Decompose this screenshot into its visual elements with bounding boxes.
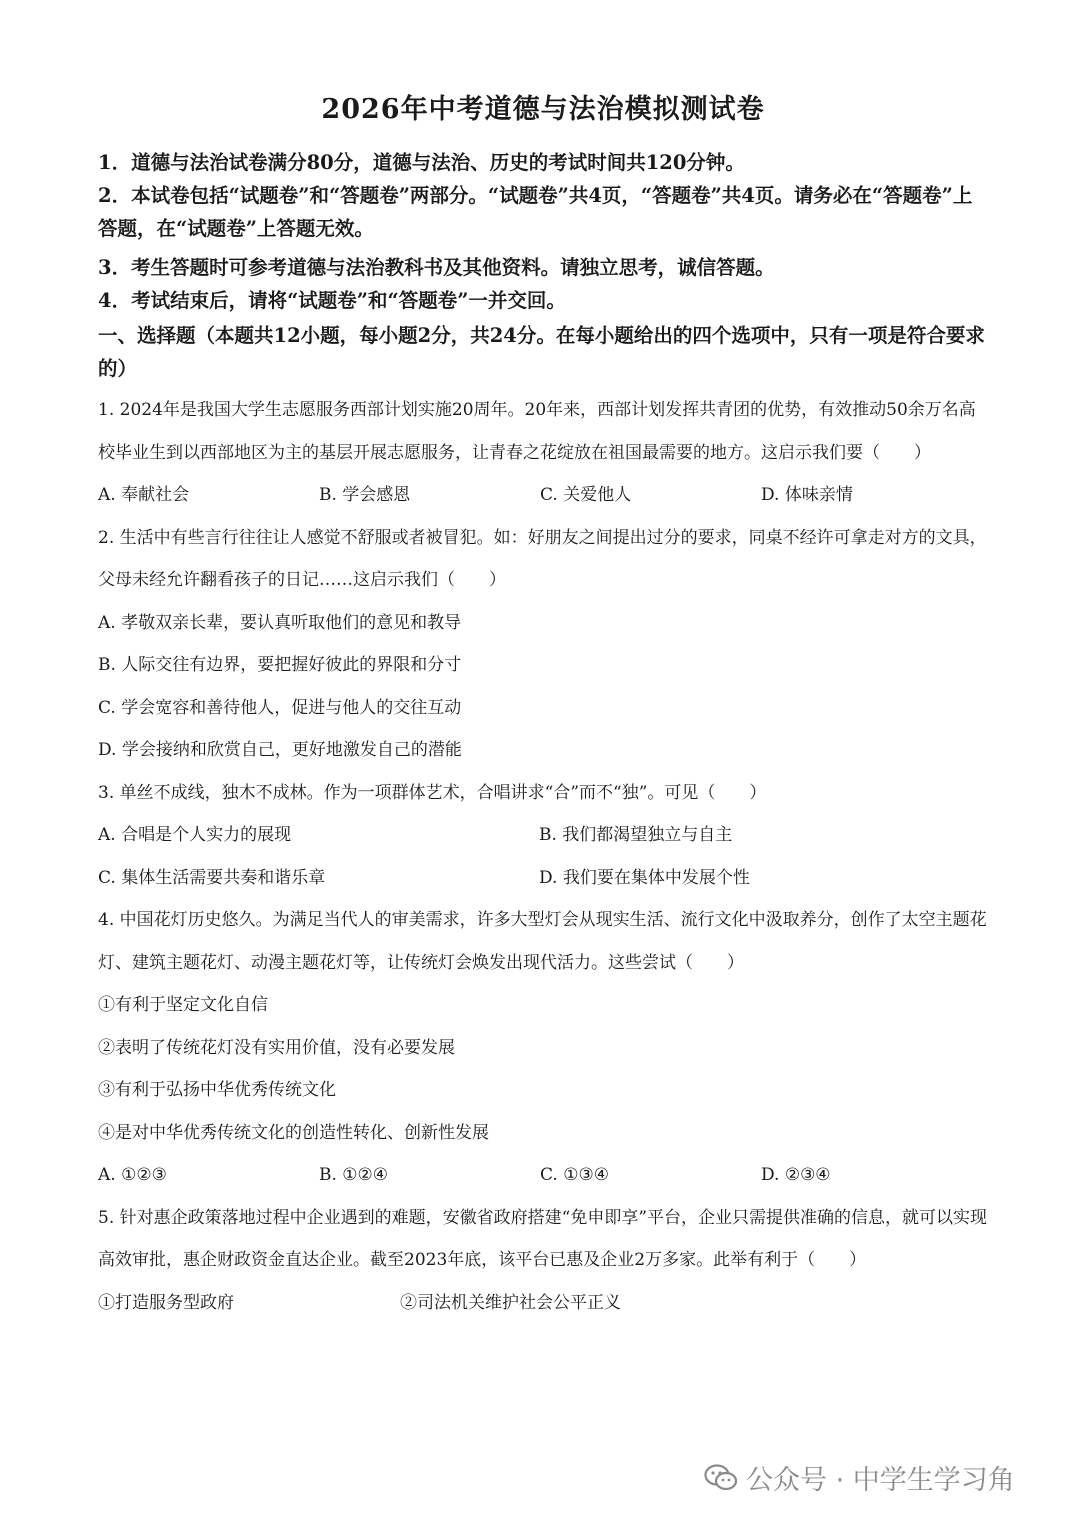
notice-2: 2．本试卷包括“试题卷”和“答题卷”两部分。“试题卷”共4页，“答题卷”共4页。请务必在“答题卷”上答题，在“试题卷”上答题无效。 [98, 184, 973, 240]
section-heading: 一、选择题（本题共12小题，每小题2分，共24分。在每小题给出的四个选项中，只有一项是符合要求的） [98, 324, 985, 380]
options-row [98, 857, 988, 900]
option-b: B. 人际交往有边界，要把握好彼此的界限和分寸 [98, 655, 462, 675]
notice-1: 1．道德与法治试卷满分80分，道德与法治、历史的考试时间共120分钟。 [98, 151, 745, 174]
question-stem: 1. 2024年是我国大学生志愿服务西部计划实施20周年。20年来，西部计划发挥共青团的优势，有效推动50余万名高校毕业生到以西部地区为主的基层开展志愿服务，让青春之花绽放在祖国最需要的地方。这启示我们要（ ） [98, 400, 976, 463]
exam-notices [98, 146, 988, 317]
question-5 [98, 1197, 988, 1325]
option-d: D. 体味亲情 [761, 485, 853, 505]
wechat-icon [704, 1463, 738, 1493]
watermark-text: 公众号 · 中学生学习角 [746, 1465, 1015, 1496]
question-4 [98, 899, 988, 1197]
statement-1: ①打造服务型政府 [98, 1292, 234, 1313]
option-d: D. ②③④ [761, 1165, 831, 1185]
option-a: A. 奉献社会 [98, 485, 190, 505]
option-a: A. 合唱是个人实力的展现 [98, 825, 292, 845]
question-stem: 2. 生活中有些言行往往让人感觉不舒服或者被冒犯。如：好朋友之间提出过分的要求，同桌不经许可拿走对方的文具，父母未经允许翻看孩子的日记……这启示我们（ ） [98, 527, 987, 590]
statement-4: ④是对中华优秀传统文化的创造性转化、创新性发展 [98, 1122, 489, 1143]
option-a: A. ①②③ [98, 1165, 167, 1185]
options-row [98, 474, 988, 517]
option-c: C. ①③④ [540, 1165, 609, 1185]
option-d: D. 学会接纳和欣赏自己，更好地激发自己的潜能 [98, 740, 462, 760]
statements-row [98, 1282, 988, 1325]
question-2 [98, 517, 988, 772]
question-stem: 3. 单丝不成线，独木不成林。作为一项群体艺术，合唱讲求“合”而不“独”。可见（ ） [98, 782, 767, 803]
notice-3: 3．考生答题时可参考道德与法治教科书及其他资料。请独立思考，诚信答题。 [98, 256, 775, 279]
question-3 [98, 772, 988, 900]
statement-3: ③有利于弘扬中华优秀传统文化 [98, 1080, 336, 1100]
options-row [98, 814, 988, 857]
option-b: B. ①②④ [319, 1165, 389, 1185]
option-a: A. 孝敬双亲长辈，要认真听取他们的意见和教导 [98, 612, 462, 633]
question-1 [98, 389, 988, 517]
option-b: B. 我们都渴望独立与自主 [539, 825, 733, 845]
exam-page [98, 88, 988, 1324]
notice-4: 4．考试结束后，请将“试题卷”和“答题卷”一并交回。 [98, 289, 566, 312]
exam-title: 2026年中考道德与法治模拟测试卷 [321, 94, 765, 125]
statement-2: ②司法机关维护社会公平正义 [400, 1292, 621, 1313]
statement-2: ②表明了传统花灯没有实用价值，没有必要发展 [98, 1037, 455, 1058]
option-c: C. 关爱他人 [540, 485, 632, 505]
watermark [704, 1458, 1015, 1497]
option-c: C. 学会宽容和善待他人，促进与他人的交往互动 [98, 697, 462, 718]
options-row [98, 1154, 988, 1197]
option-c: C. 集体生活需要共奏和谐乐章 [98, 867, 326, 888]
option-d: D. 我们要在集体中发展个性 [539, 867, 750, 888]
question-stem: 4. 中国花灯历史悠久。为满足当代人的审美需求，许多大型灯会从现实生活、流行文化中汲取养分，创作了太空主题花灯、建筑主题花灯、动漫主题花灯等，让传统灯会焕发出现代活力。这些尝试（ ） [98, 910, 987, 973]
option-b: B. 学会感恩 [319, 485, 411, 505]
question-stem: 5. 针对惠企政策落地过程中企业遇到的难题，安徽省政府搭建“免申即享”平台，企业只需提供准确的信息，就可以实现高效审批，惠企财政资金直达企业。截至2023年底，该平台已惠及企业2万多家。此举有利于（ ） [98, 1207, 988, 1270]
statement-1: ①有利于坚定文化自信 [98, 995, 268, 1015]
